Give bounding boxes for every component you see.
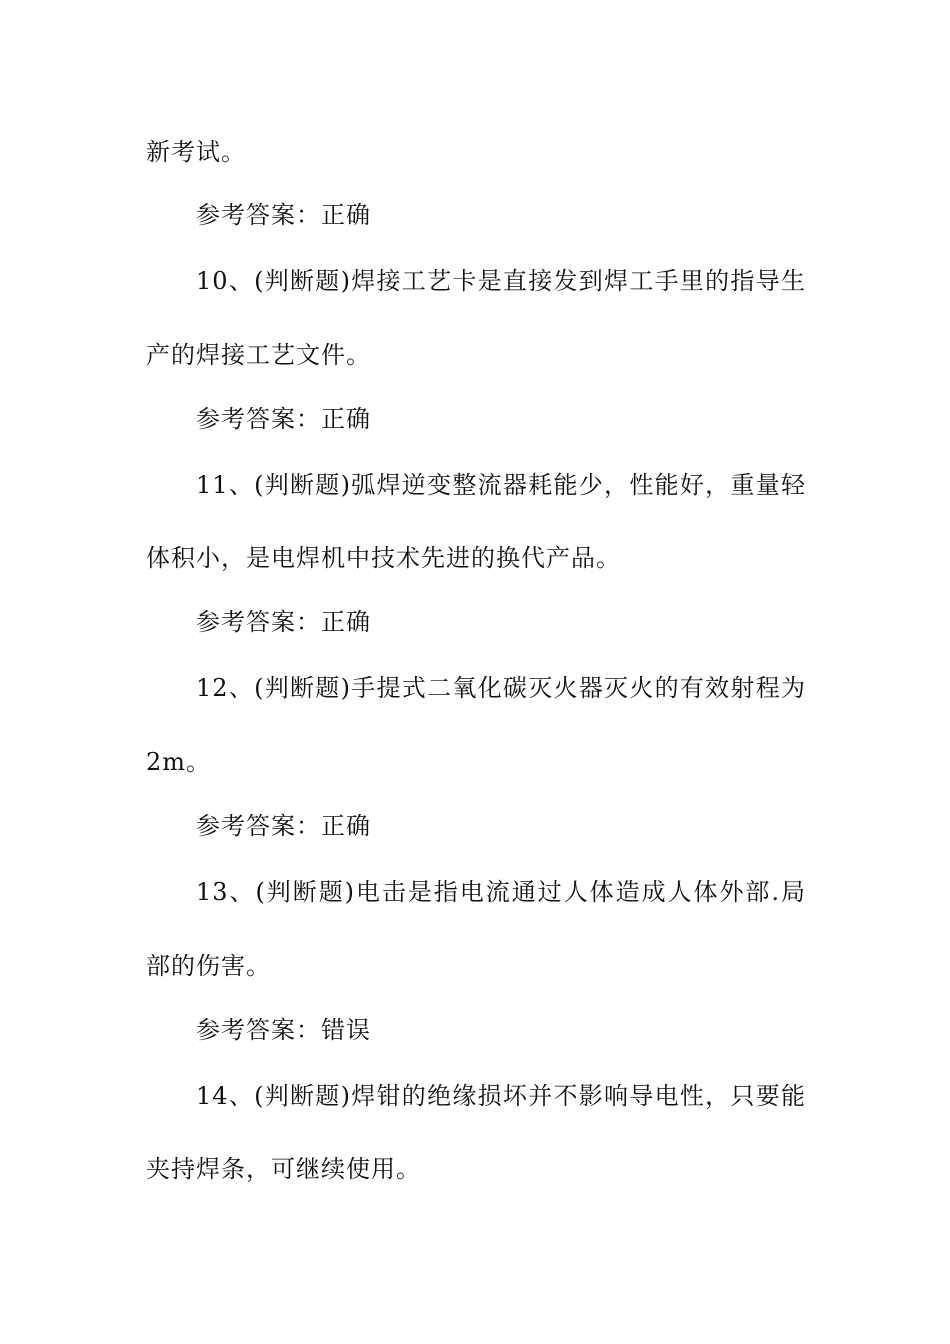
question-14-line-1: 14、(判断题)焊钳的绝缘损坏并不影响导电性，只要能 — [196, 1082, 806, 1110]
text-line-continuation: 新考试。 — [146, 138, 246, 166]
question-10-line-1: 10、(判断题)焊接工艺卡是直接发到焊工手里的指导生 — [196, 267, 806, 295]
question-12-line-2: 2m。 — [146, 748, 212, 776]
answer-line: 参考答案：正确 — [196, 201, 371, 229]
question-13-line-1: 13、(判断题)电击是指电流通过人体造成人体外部.局 — [196, 878, 806, 906]
question-11-line-2: 体积小，是电焊机中技术先进的换代产品。 — [146, 544, 621, 572]
answer-line: 参考答案：正确 — [196, 405, 371, 433]
answer-line: 参考答案：错误 — [196, 1016, 371, 1044]
question-13-line-2: 部的伤害。 — [146, 952, 271, 980]
question-10-line-2: 产的焊接工艺文件。 — [146, 341, 371, 369]
answer-line: 参考答案：正确 — [196, 608, 371, 636]
question-14-line-2: 夹持焊条，可继续使用。 — [146, 1155, 421, 1183]
answer-line: 参考答案：正确 — [196, 812, 371, 840]
question-11-line-1: 11、(判断题)弧焊逆变整流器耗能少，性能好，重量轻 — [196, 471, 806, 499]
question-12-line-1: 12、(判断题)手提式二氧化碳灭火器灭火的有效射程为 — [196, 674, 806, 702]
